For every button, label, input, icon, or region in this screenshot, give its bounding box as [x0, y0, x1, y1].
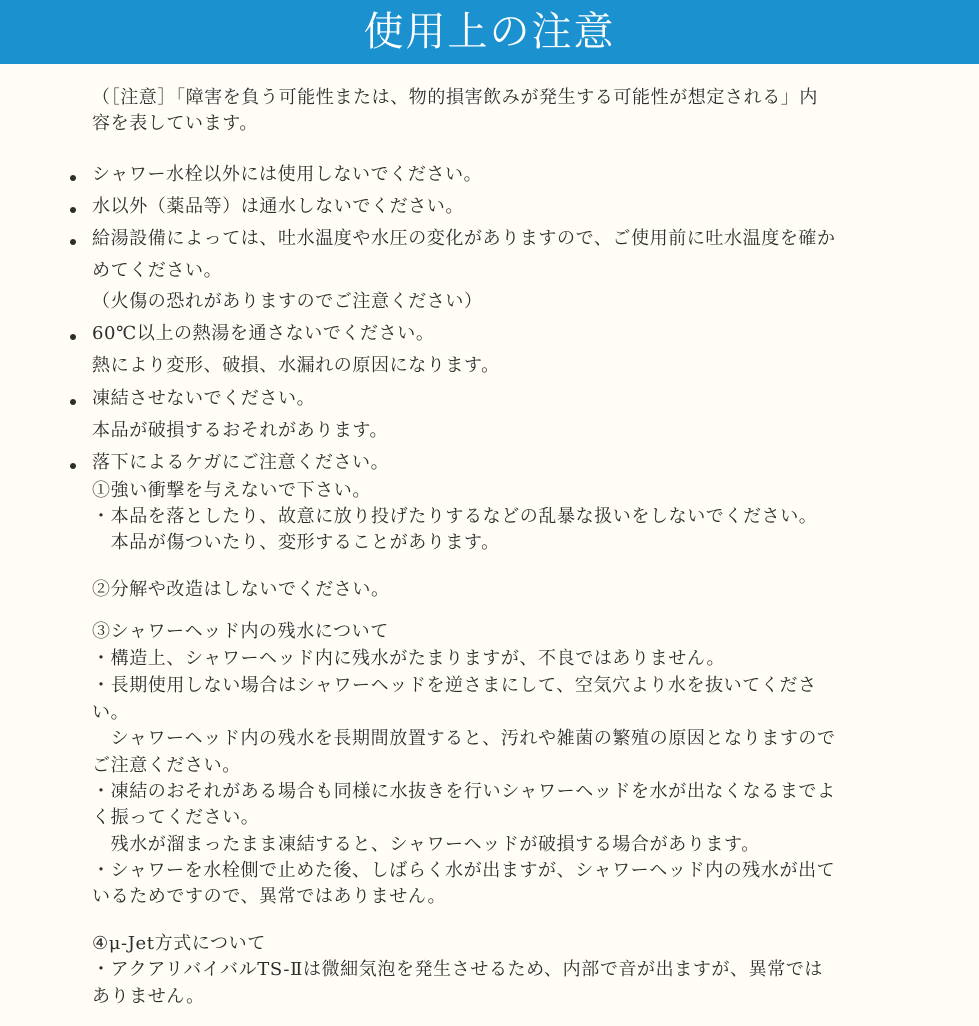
bullet-dot: [70, 334, 76, 340]
bullet-2-text: 水以外（薬品等）は通水しないでください。: [92, 196, 464, 217]
section-3-heading: ③シャワーヘッド内の残水について: [92, 621, 389, 642]
bullet-dot: [70, 399, 76, 405]
section-3-line-4: シャワーヘッド内の残水を長期間放置すると、汚れや雑菌の繁殖の原因となりますので: [92, 728, 836, 749]
section-3-line-9: ・シャワーを水栓側で止めた後、しばらく水が出ますが、シャワーヘッド内の残水が出て: [92, 860, 836, 881]
page-header: [0, 0, 979, 64]
bullet-3-text-line-1: 給湯設備によっては、吐水温度や水圧の変化がありますので、ご使用前に吐水温度を確か: [92, 228, 836, 249]
section-3-line-2: ・長期使用しない場合はシャワーヘッドを逆さまにして、空気穴より水を抜いてくださ: [92, 675, 817, 696]
section-1-line-1: ・本品を落としたり、故意に放り投げたりするなどの乱暴な扱いをしないでください。: [92, 506, 818, 527]
bullet-6-text: 落下によるケガにご注意ください。: [92, 452, 390, 473]
section-4-line-1: ・アクアリバイバルTS-Ⅱは微細気泡を発生させるため、内部で音が出ますが、異常では: [92, 959, 824, 980]
section-4-line-2: ありません。: [92, 986, 205, 1007]
bullet-dot: [70, 463, 76, 469]
bullet-5-text-line-2: 本品が破損するおそれがあります。: [92, 420, 389, 441]
bullet-5-text-line-1: 凍結させないでください。: [92, 388, 316, 409]
section-3-line-7: く振ってください。: [92, 807, 260, 828]
notice-content: [0, 64, 979, 1026]
bullet-3-note: （火傷の恐れがありますのでご注意ください）: [92, 291, 483, 312]
section-3-line-6: ・凍結のおそれがある場合も同様に水抜きを行いシャワーヘッドを水が出なくなるまでよ: [92, 781, 836, 802]
bullet-4-text-line-2: 熱により変形、破損、水漏れの原因になります。: [92, 355, 500, 376]
bullet-4-text-line-1: 60℃以上の熱湯を通さないでください。: [92, 323, 435, 344]
bullet-dot: [70, 175, 76, 181]
bullet-dot: [70, 239, 76, 245]
bullet-3-text-line-2: めてください。: [92, 260, 223, 281]
section-3-line-3: い。: [92, 702, 130, 723]
section-4-heading: ④μ-Jet方式について: [92, 933, 266, 954]
section-2-heading: ②分解や改造はしないでください。: [92, 579, 390, 600]
section-1-heading: ①強い衝撃を与えないで下さい。: [92, 480, 371, 501]
section-3-line-5: ご注意ください。: [92, 755, 241, 776]
intro-line-2: 容を表しています。: [92, 113, 258, 134]
bullet-dot: [70, 207, 76, 213]
page-title: 使用上の注意: [363, 9, 616, 55]
bullet-1-text: シャワー水栓以外には使用しないでください。: [92, 164, 483, 185]
section-3-line-1: ・構造上、シャワーヘッド内に残水がたまりますが、不良ではありません。: [92, 648, 726, 669]
section-3-line-10: いるためですので、異常ではありません。: [92, 886, 447, 907]
section-3-line-8: 残水が溜まったまま凍結すると、シャワーヘッドが破損する場合があります。: [92, 834, 760, 855]
section-1-line-2: 本品が傷ついたり、変形することがあります。: [92, 532, 500, 553]
intro-line-1: （［注意］「障害を負う可能性または、物的損害飲みが発生する可能性が想定される」内: [92, 87, 818, 108]
